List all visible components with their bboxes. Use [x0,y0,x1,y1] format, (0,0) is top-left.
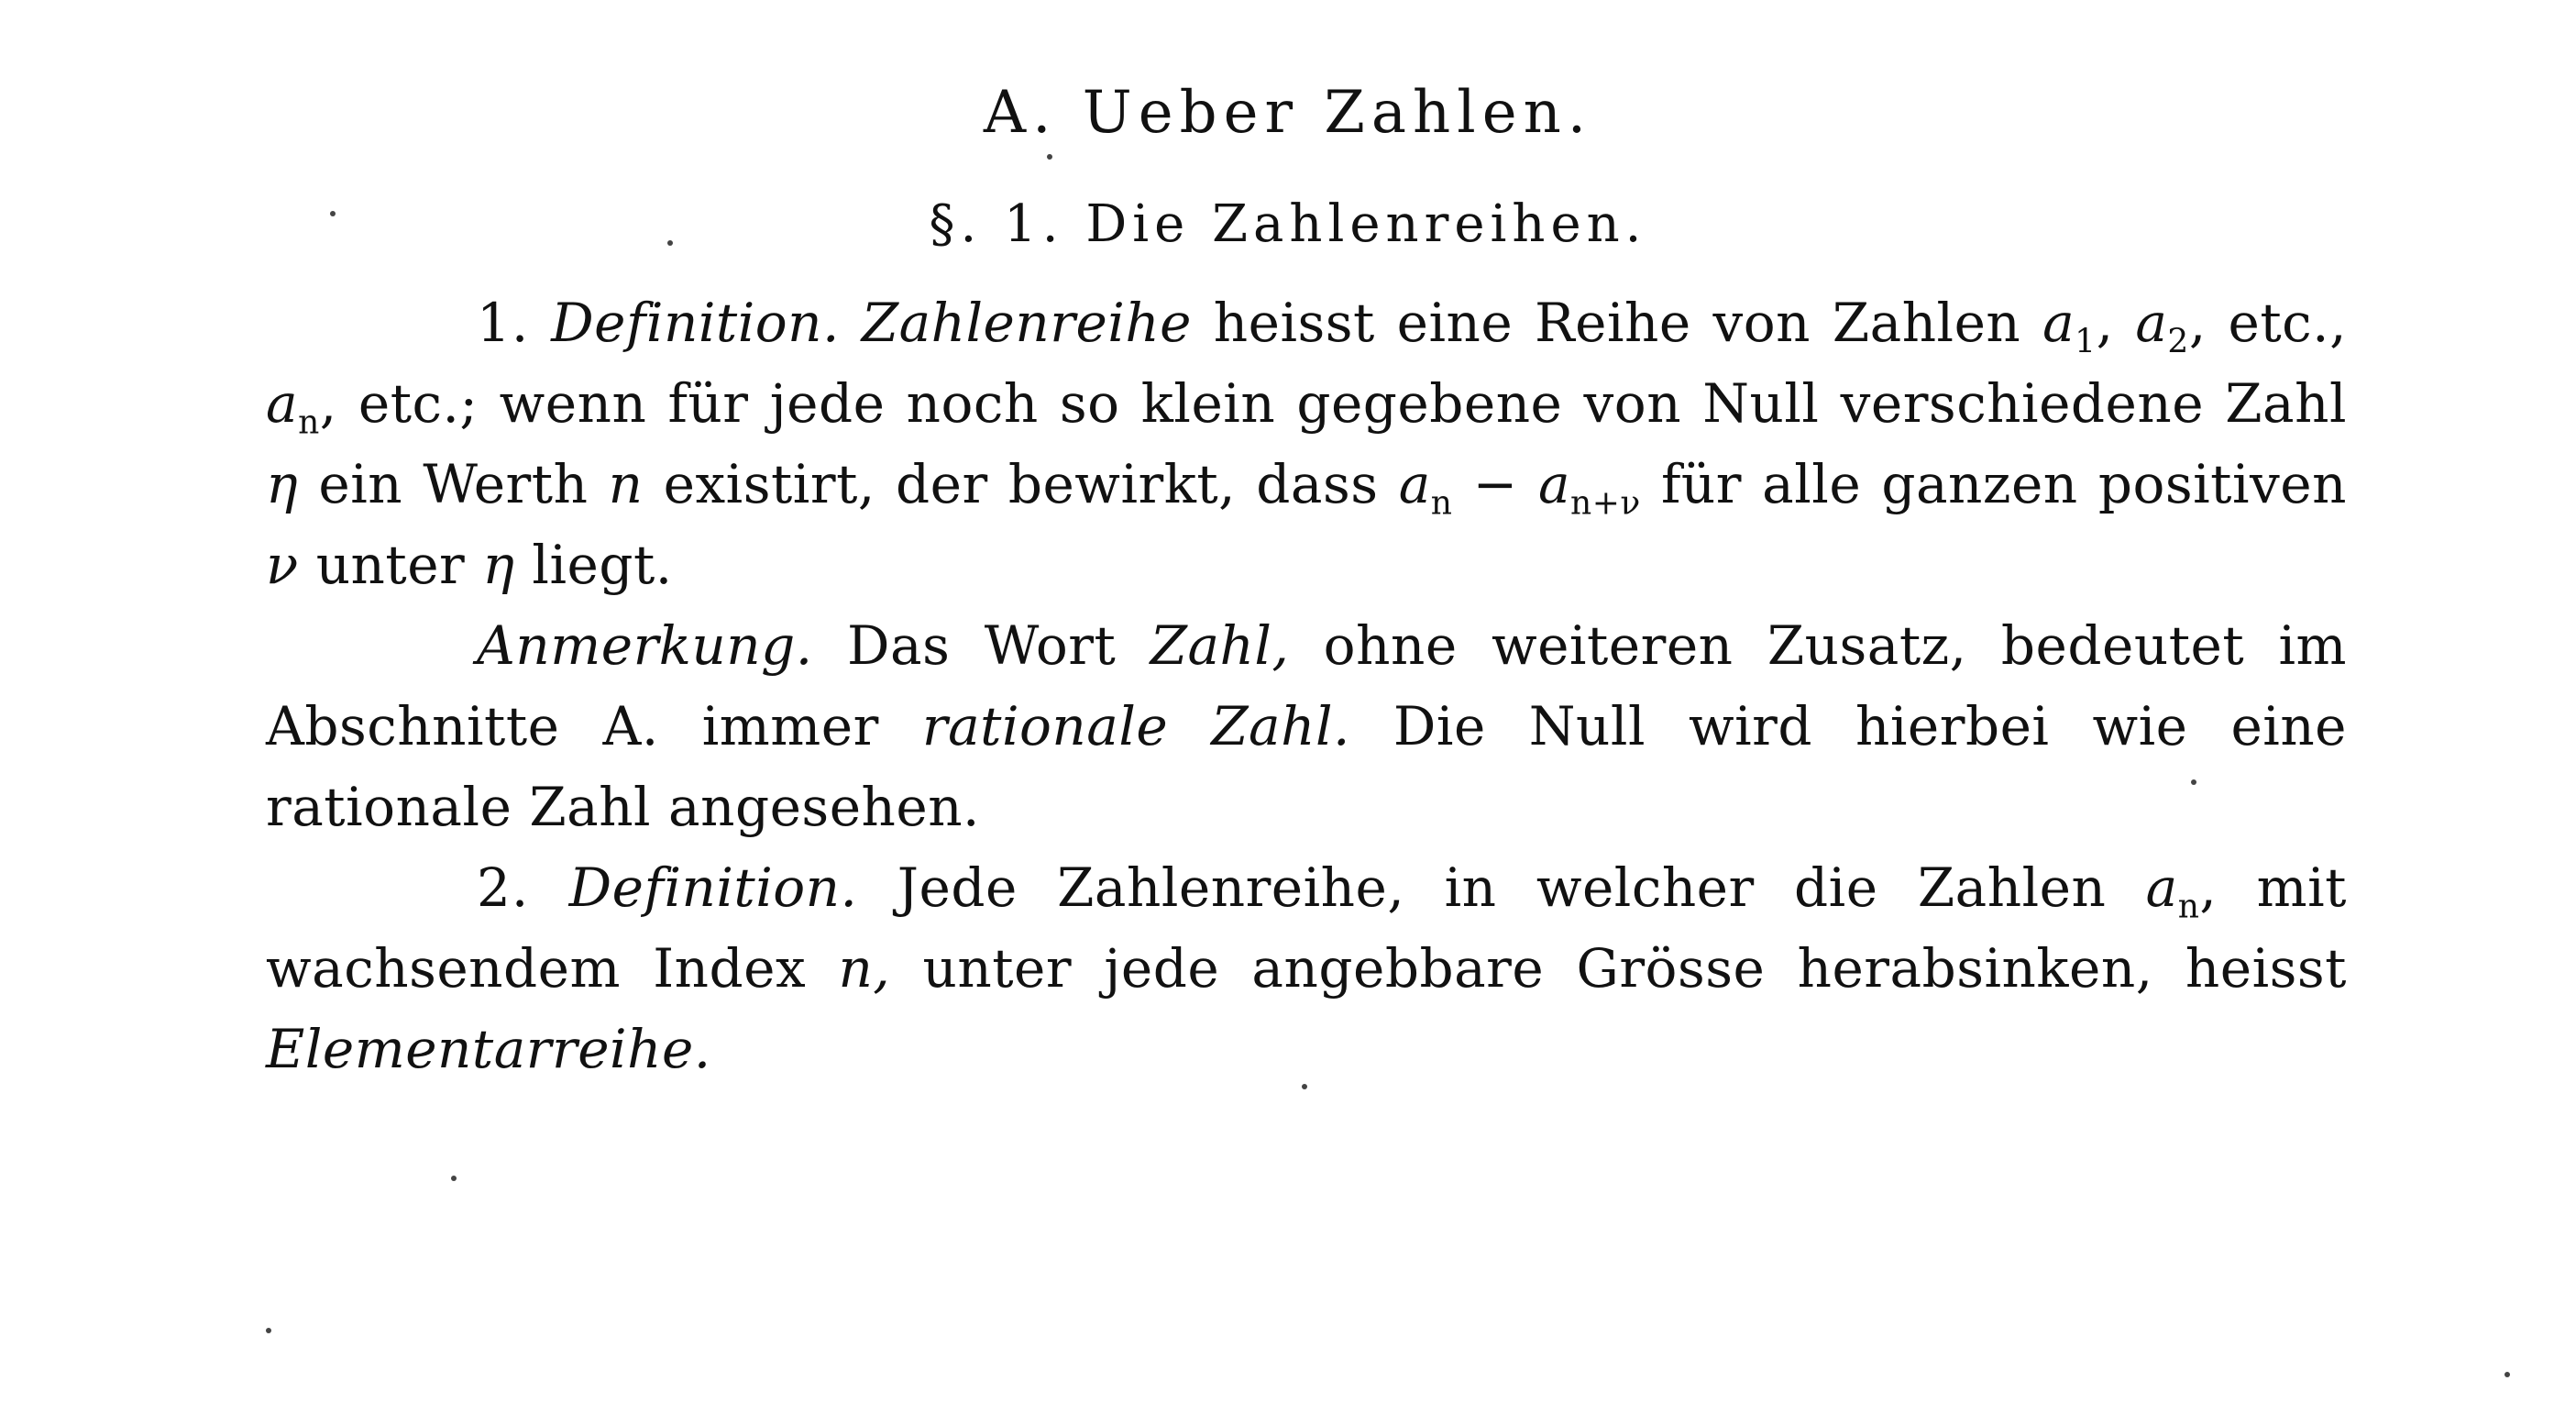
definition-2-text: unter jede angebbare Grösse herabsinken, heisst [890,937,2347,1000]
math-n: n [608,453,644,515]
print-speck [266,1328,271,1333]
math-subscript: n [1430,484,1453,523]
math-a: a [2145,856,2178,919]
print-speck [330,211,336,216]
print-speck [451,1176,457,1181]
definition-1-text: heisst eine Reihe von Zahlen [1192,292,2043,354]
math-minus: − [1452,453,1538,515]
math-eta: η [482,534,515,596]
remark-term: rationale Zahl. [921,695,1350,757]
definition-2-term: Elementarreihe. [266,1018,711,1080]
definition-1-text: , etc., [2188,292,2348,354]
definition-1-text: ein Werth [298,453,609,515]
remark-term: Zahl, [1150,614,1290,677]
math-a: a [2042,292,2075,354]
definition-2-text: Jede Zahlenreihe, in welcher die Zahlen [857,856,2146,919]
print-speck [1302,1084,1307,1089]
math-subscript: n [2177,888,2200,926]
print-speck [2504,1372,2510,1377]
definition-1-term: Zahlenreihe [861,292,1193,354]
remark-text: Die Null wird hierbei wie eine rationale Zahl angesehen. [266,695,2348,838]
math-subscript: 2 [2167,323,2189,361]
print-speck [2191,779,2196,785]
math-subscript: n+ν [1570,484,1641,523]
math-n: n, [838,937,891,1000]
definition-1-text: , [2096,292,2136,354]
print-speck [667,240,673,246]
body-text [266,282,2347,1089]
definition-1-number: 1. [477,292,530,354]
remark-label: Anmerkung. [477,614,813,677]
math-eta: η [266,453,299,515]
math-nu: ν [266,534,299,596]
definition-2-number: 2. [477,856,530,919]
definition-1-text: liegt. [514,534,673,596]
subsection-heading: §. 1. Die Zahlenreihen. [929,194,1647,254]
definition-1-text: unter [298,534,483,596]
math-subscript: n [298,403,320,442]
definition-1-paragraph [266,282,2347,605]
math-a: a [1398,453,1431,515]
remark-text: ohne weiteren Zusatz, bedeutet im Abschnitte A. immer [266,614,2347,757]
remark-text: Das Wort [812,614,1150,677]
math-a: a [266,372,299,435]
definition-2-paragraph [266,847,2347,1089]
definition-2-text: , mit wachsendem Index [266,856,2347,1000]
math-a: a [1537,453,1571,515]
definition-2-label: Definition. [568,856,858,919]
print-speck [1047,154,1052,160]
remark-paragraph [266,605,2347,847]
definition-1-text: , etc.; wenn für jede noch so klein gegebene von Null verschiedene Zahl [319,372,2347,435]
math-subscript: 1 [2075,323,2097,361]
definition-1-label: Definition. [551,292,840,354]
math-a: a [2135,292,2168,354]
definition-1-text: existirt, der bewirkt, dass [643,453,1399,515]
definition-1-text: für alle ganzen positiven [1640,453,2347,515]
section-heading: A. Ueber Zahlen. [983,79,1593,147]
